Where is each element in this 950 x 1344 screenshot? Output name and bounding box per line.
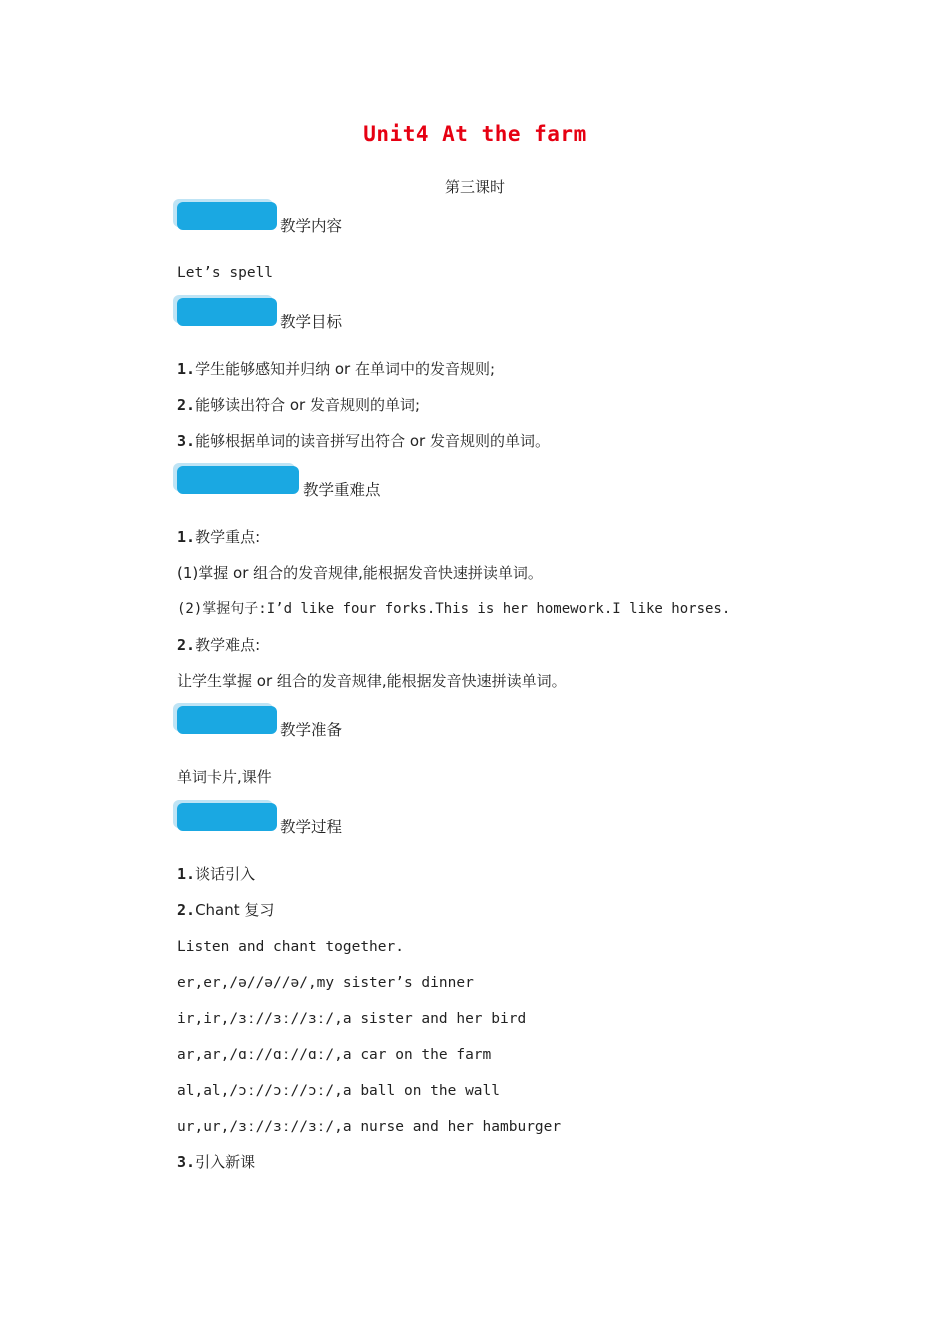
item-text: 学生能够感知并归纳 or 在单词中的发音规则; [195, 360, 495, 378]
item-text: 教学重点: [195, 528, 261, 546]
section-header-objectives [177, 298, 357, 332]
item-number: 2. [177, 636, 196, 654]
item-text: Chant 复习 [195, 901, 275, 919]
objective-item [177, 359, 495, 379]
section-label: 教学准备 [280, 721, 343, 739]
section-label: 教学重难点 [303, 481, 381, 499]
section-header-content [177, 202, 357, 236]
item-number: 3. [177, 432, 196, 450]
chant-line: ir,ir,/ɜː//ɜː//ɜː/,a sister and her bird [177, 1011, 527, 1027]
section-header-process [177, 803, 357, 837]
section-header-key-points [177, 466, 397, 500]
document-title: Unit4 At the farm [363, 122, 587, 146]
section-label: 教学内容 [280, 217, 343, 235]
key-point-heading [177, 527, 260, 547]
item-text: 引入新课 [195, 1153, 256, 1171]
section-label: 教学目标 [280, 313, 343, 331]
chant-instruction: Listen and chant together. [177, 939, 404, 955]
item-number: 1. [177, 865, 196, 883]
section-badge [177, 202, 277, 230]
item-text: 能够读出符合 or 发音规则的单词; [195, 396, 420, 414]
section-badge [177, 466, 299, 494]
item-text: 教学难点: [195, 636, 261, 654]
process-step [177, 864, 255, 884]
content-text: Let’s spell [177, 265, 274, 281]
difficulty-heading [177, 635, 260, 655]
process-step [177, 1152, 255, 1172]
item-number: 1. [177, 528, 196, 546]
section-header-preparation [177, 706, 357, 740]
item-number: 1. [177, 360, 196, 378]
key-point-item: (2)掌握句子:I’d like four forks.This is her homework.I like horses. [177, 601, 731, 617]
difficulty-item: 让学生掌握 or 组合的发音规律,能根据发音快速拼读单词。 [177, 672, 567, 690]
section-label: 教学过程 [280, 818, 343, 836]
item-text: 谈话引入 [195, 865, 256, 883]
preparation-text: 单词卡片,课件 [177, 768, 272, 786]
key-point-item: (1)掌握 or 组合的发音规律,能根据发音快速拼读单词。 [177, 564, 543, 582]
chant-line: ar,ar,/ɑː//ɑː//ɑː/,a car on the farm [177, 1047, 492, 1063]
process-step [177, 900, 274, 920]
objective-item [177, 395, 420, 415]
lesson-period: 第三课时 [444, 178, 505, 196]
item-number: 2. [177, 396, 196, 414]
chant-line: er,er,/ə//ə//ə/,my sister’s dinner [177, 975, 474, 991]
section-badge [177, 803, 277, 831]
item-number: 3. [177, 1153, 196, 1171]
section-badge [177, 298, 277, 326]
objective-item [177, 431, 550, 451]
item-text: 能够根据单词的读音拼写出符合 or 发音规则的单词。 [195, 432, 550, 450]
section-badge [177, 706, 277, 734]
item-number: 2. [177, 901, 196, 919]
chant-line: al,al,/ɔː//ɔː//ɔː/,a ball on the wall [177, 1083, 501, 1099]
chant-line: ur,ur,/ɜː//ɜː//ɜː/,a nurse and her hamburger [177, 1119, 562, 1135]
